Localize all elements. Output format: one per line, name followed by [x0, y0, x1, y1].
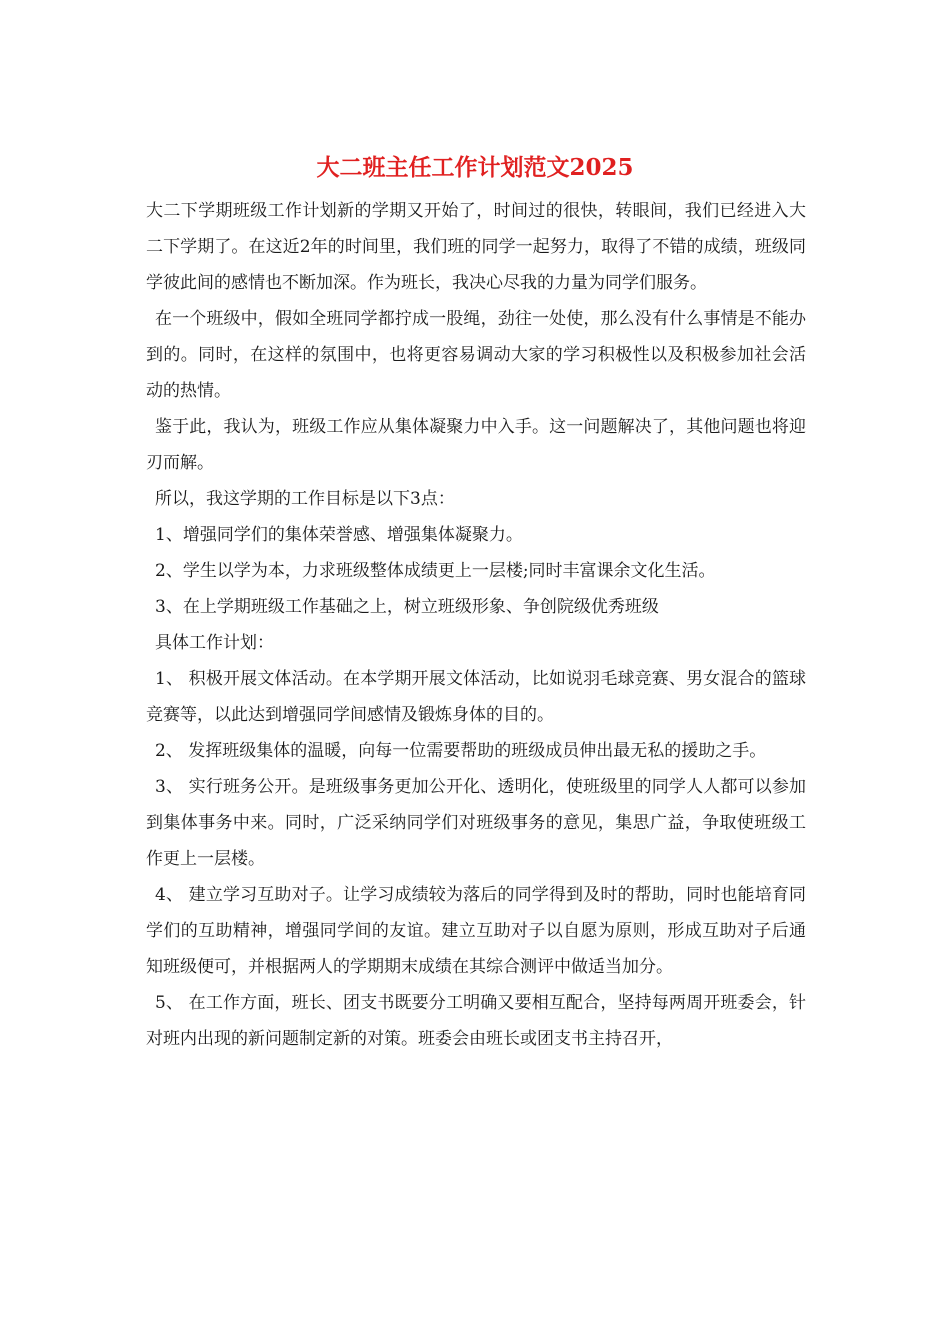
plan-item-5: 5、 在工作方面，班长、团支书既要分工明确又要相互配合，坚持每两周开班委会，针对班内出现的新问题制定新的对策。班委会由班长或团支书主持召开， — [146, 993, 806, 1049]
goal-item-1: 1、增强同学们的集体荣誉感、增强集体凝聚力。 — [155, 525, 523, 545]
paragraph-goals-intro: 所以，我这学期的工作目标是以下3点： — [155, 489, 455, 509]
document-title: 大二班主任工作计划范文2025 — [316, 154, 634, 181]
plan-item-3: 3、 实行班务公开。是班级事务更加公开化、透明化，使班级里的同学人人都可以参加到集体事务中来。同时，广泛采纳同学们对班级事务的意见，集思广益，争取使班级工作更上一层楼。 — [146, 777, 806, 869]
document-body — [146, 193, 806, 1057]
plan-item-4: 4、 建立学习互助对子。让学习成绩较为落后的同学得到及时的帮助，同时也能培育同学们的互助精神，增强同学间的友谊。建立互助对子以自愿为原则，形成互助对子后通知班级便可，并根据两人的学期期末成绩在其综合测评中做适当加分。 — [146, 885, 806, 977]
goal-item-3: 3、在上学期班级工作基础之上，树立班级形象、争创院级优秀班级 — [155, 597, 659, 617]
plan-heading: 具体工作计划： — [155, 633, 274, 653]
paragraph-unity: 在一个班级中，假如全班同学都拧成一股绳，劲往一处使，那么没有什么事情是不能办到的。同时，在这样的氛围中，也将更容易调动大家的学习积极性以及积极参加社会活动的热情。 — [146, 309, 806, 401]
goal-item-2: 2、学生以学为本，力求班级整体成绩更上一层楼;同时丰富课余文化生活。 — [155, 561, 716, 581]
plan-item-2: 2、 发挥班级集体的温暖，向每一位需要帮助的班级成员伸出最无私的援助之手。 — [155, 741, 767, 761]
paragraph-intro: 大二下学期班级工作计划新的学期又开始了，时间过的很快，转眼间，我们已经进入大二下学期了。在这近2年的时间里，我们班的同学一起努力，取得了不错的成绩，班级同学彼此间的感情也不断加深。作为班长，我决心尽我的力量为同学们服务。 — [146, 201, 806, 293]
plan-item-1: 1、 积极开展文体活动。在本学期开展文体活动，比如说羽毛球竞赛、男女混合的篮球竞赛等，以此达到增强同学间感情及锻炼身体的目的。 — [146, 669, 806, 725]
paragraph-cohesion: 鉴于此，我认为，班级工作应从集体凝聚力中入手。这一问题解决了，其他问题也将迎刃而解。 — [146, 417, 806, 473]
